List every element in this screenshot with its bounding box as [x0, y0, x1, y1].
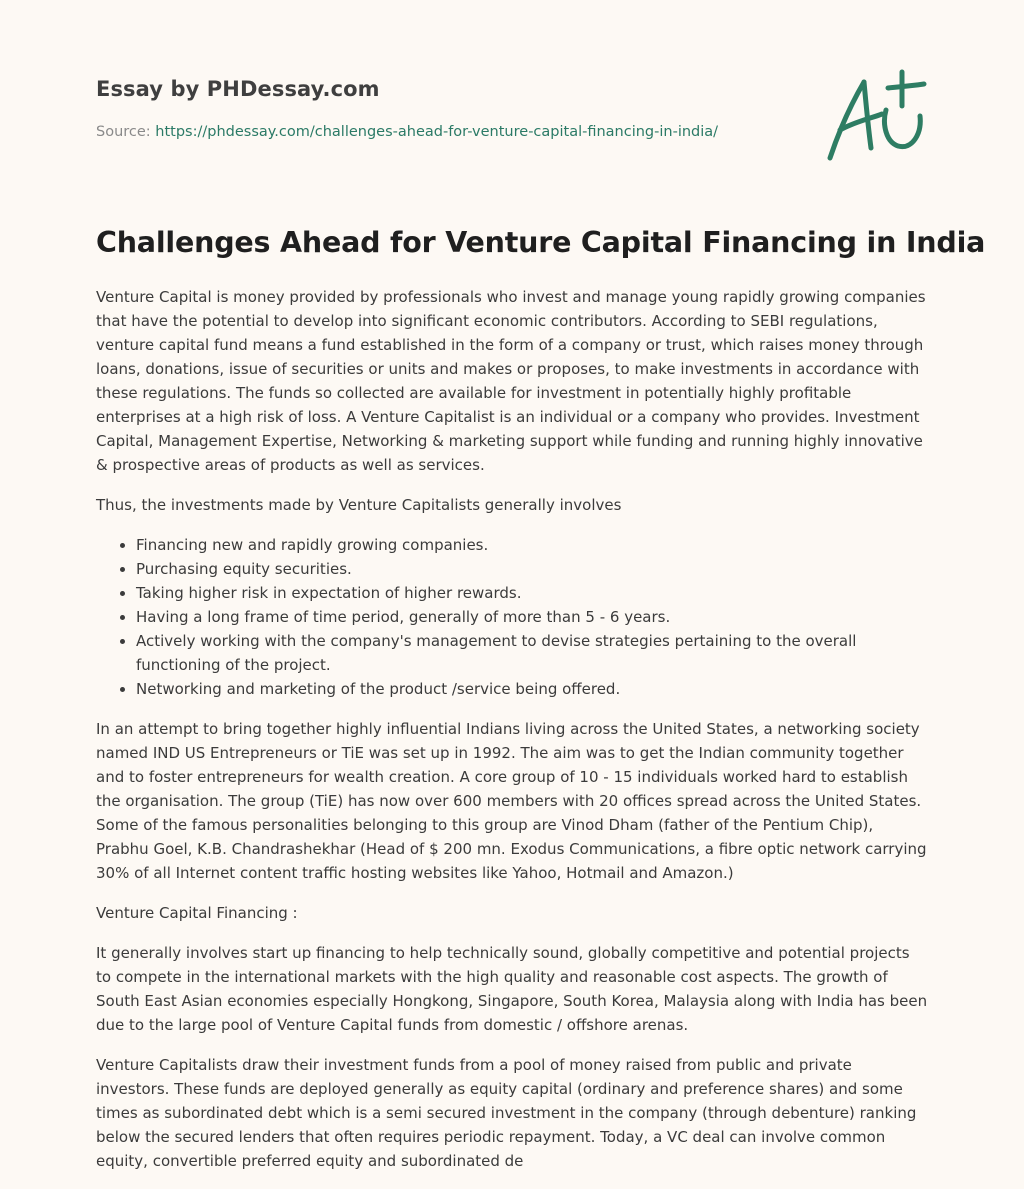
intro-paragraph: Venture Capital is money provided by professionals who invest and manage young rapidly growing companies that have the potential to develop into significant economic contributors. According to SEBI regulations, venture capital fund means a fund established in the form of a company or trust, which raises money through loans, donations, issue of securities or units and makes or proposes, to make investments in accordance with these regulations. The funds so collected are available for investment in potentially highly profitable enterprises at a high risk of loss. A Venture Capitalist is an individual or a company who provides. Investment Capital, Management Expertise, Networking & marketing support while funding and running highly innovative & prospective areas of products as well as services. — [96, 288, 926, 474]
a-plus-logo-icon — [824, 68, 928, 164]
essay-body — [96, 285, 928, 1189]
tie-paragraph: In an attempt to bring together highly influential Indians living across the United States, a networking society named IND US Entrepreneurs or TiE was set up in 1992. The aim was to get the Indian community together and to foster entrepreneurs for wealth creation. A core group of 10 - 15 individuals worked hard to establish the organisation. The group (TiE) has now over 600 members with 20 offices spread across the United States. Some of the famous personalities belonging to this group are Vinod Dham (father of the Pentium Chip), Prabhu Goel, K.B. Chandrashekhar (Head of $ 200 mn. Exodus Communications, a fibre optic network carrying 30% of all Internet content traffic hosting websites like Yahoo, Hotmail and Amazon.) — [96, 720, 927, 882]
startup-financing-paragraph: It generally involves start up financing to help technically sound, globally competitive and potential projects to compete in the international markets with the high quality and reasonable cost aspects. The growth of South East Asian economies especially Hongkong, Singapore, South Korea, Malaysia along with India has been due to the large pool of Venture Capital funds from domestic / offshore arenas. — [96, 944, 928, 1034]
investment-list — [96, 533, 928, 701]
section-heading: Venture Capital Financing : — [96, 904, 298, 922]
source-label: Source: — [96, 124, 156, 140]
list-item: • Taking higher risk in expectation of higher rewards. — [136, 581, 928, 605]
site-brand: Essay by PHDessay.com — [96, 77, 380, 101]
source-link[interactable]: https://phdessay.com/challenges-ahead-for-venture-capital-financing-in-india/ — [155, 124, 719, 140]
source-line — [96, 124, 718, 140]
list-intro-paragraph: Thus, the investments made by Venture Capitalists generally involves — [96, 496, 622, 514]
list-item: • Networking and marketing of the product /service being offered. — [136, 677, 928, 701]
list-item: • Financing new and rapidly growing companies. — [136, 533, 928, 557]
investment-funds-paragraph: Venture Capitalists draw their investment funds from a pool of money raised from public and private investors. These funds are deployed generally as equity capital (ordinary and preference shares) and some times as subordinated debt which is a semi secured investment in the company (through debenture) ranking below the secured lenders that often requires periodic repayment. Today, a VC deal can involve common equity, convertible preferred equity and subordinated de — [96, 1056, 917, 1170]
list-item: • Purchasing equity securities. — [136, 557, 928, 581]
essay-title: Challenges Ahead for Venture Capital Financing in India — [96, 226, 986, 259]
list-item: • Actively working with the company's management to devise strategies pertaining to the overall functioning of the project. — [136, 629, 928, 677]
list-item: • Having a long frame of time period, generally of more than 5 - 6 years. — [136, 605, 928, 629]
